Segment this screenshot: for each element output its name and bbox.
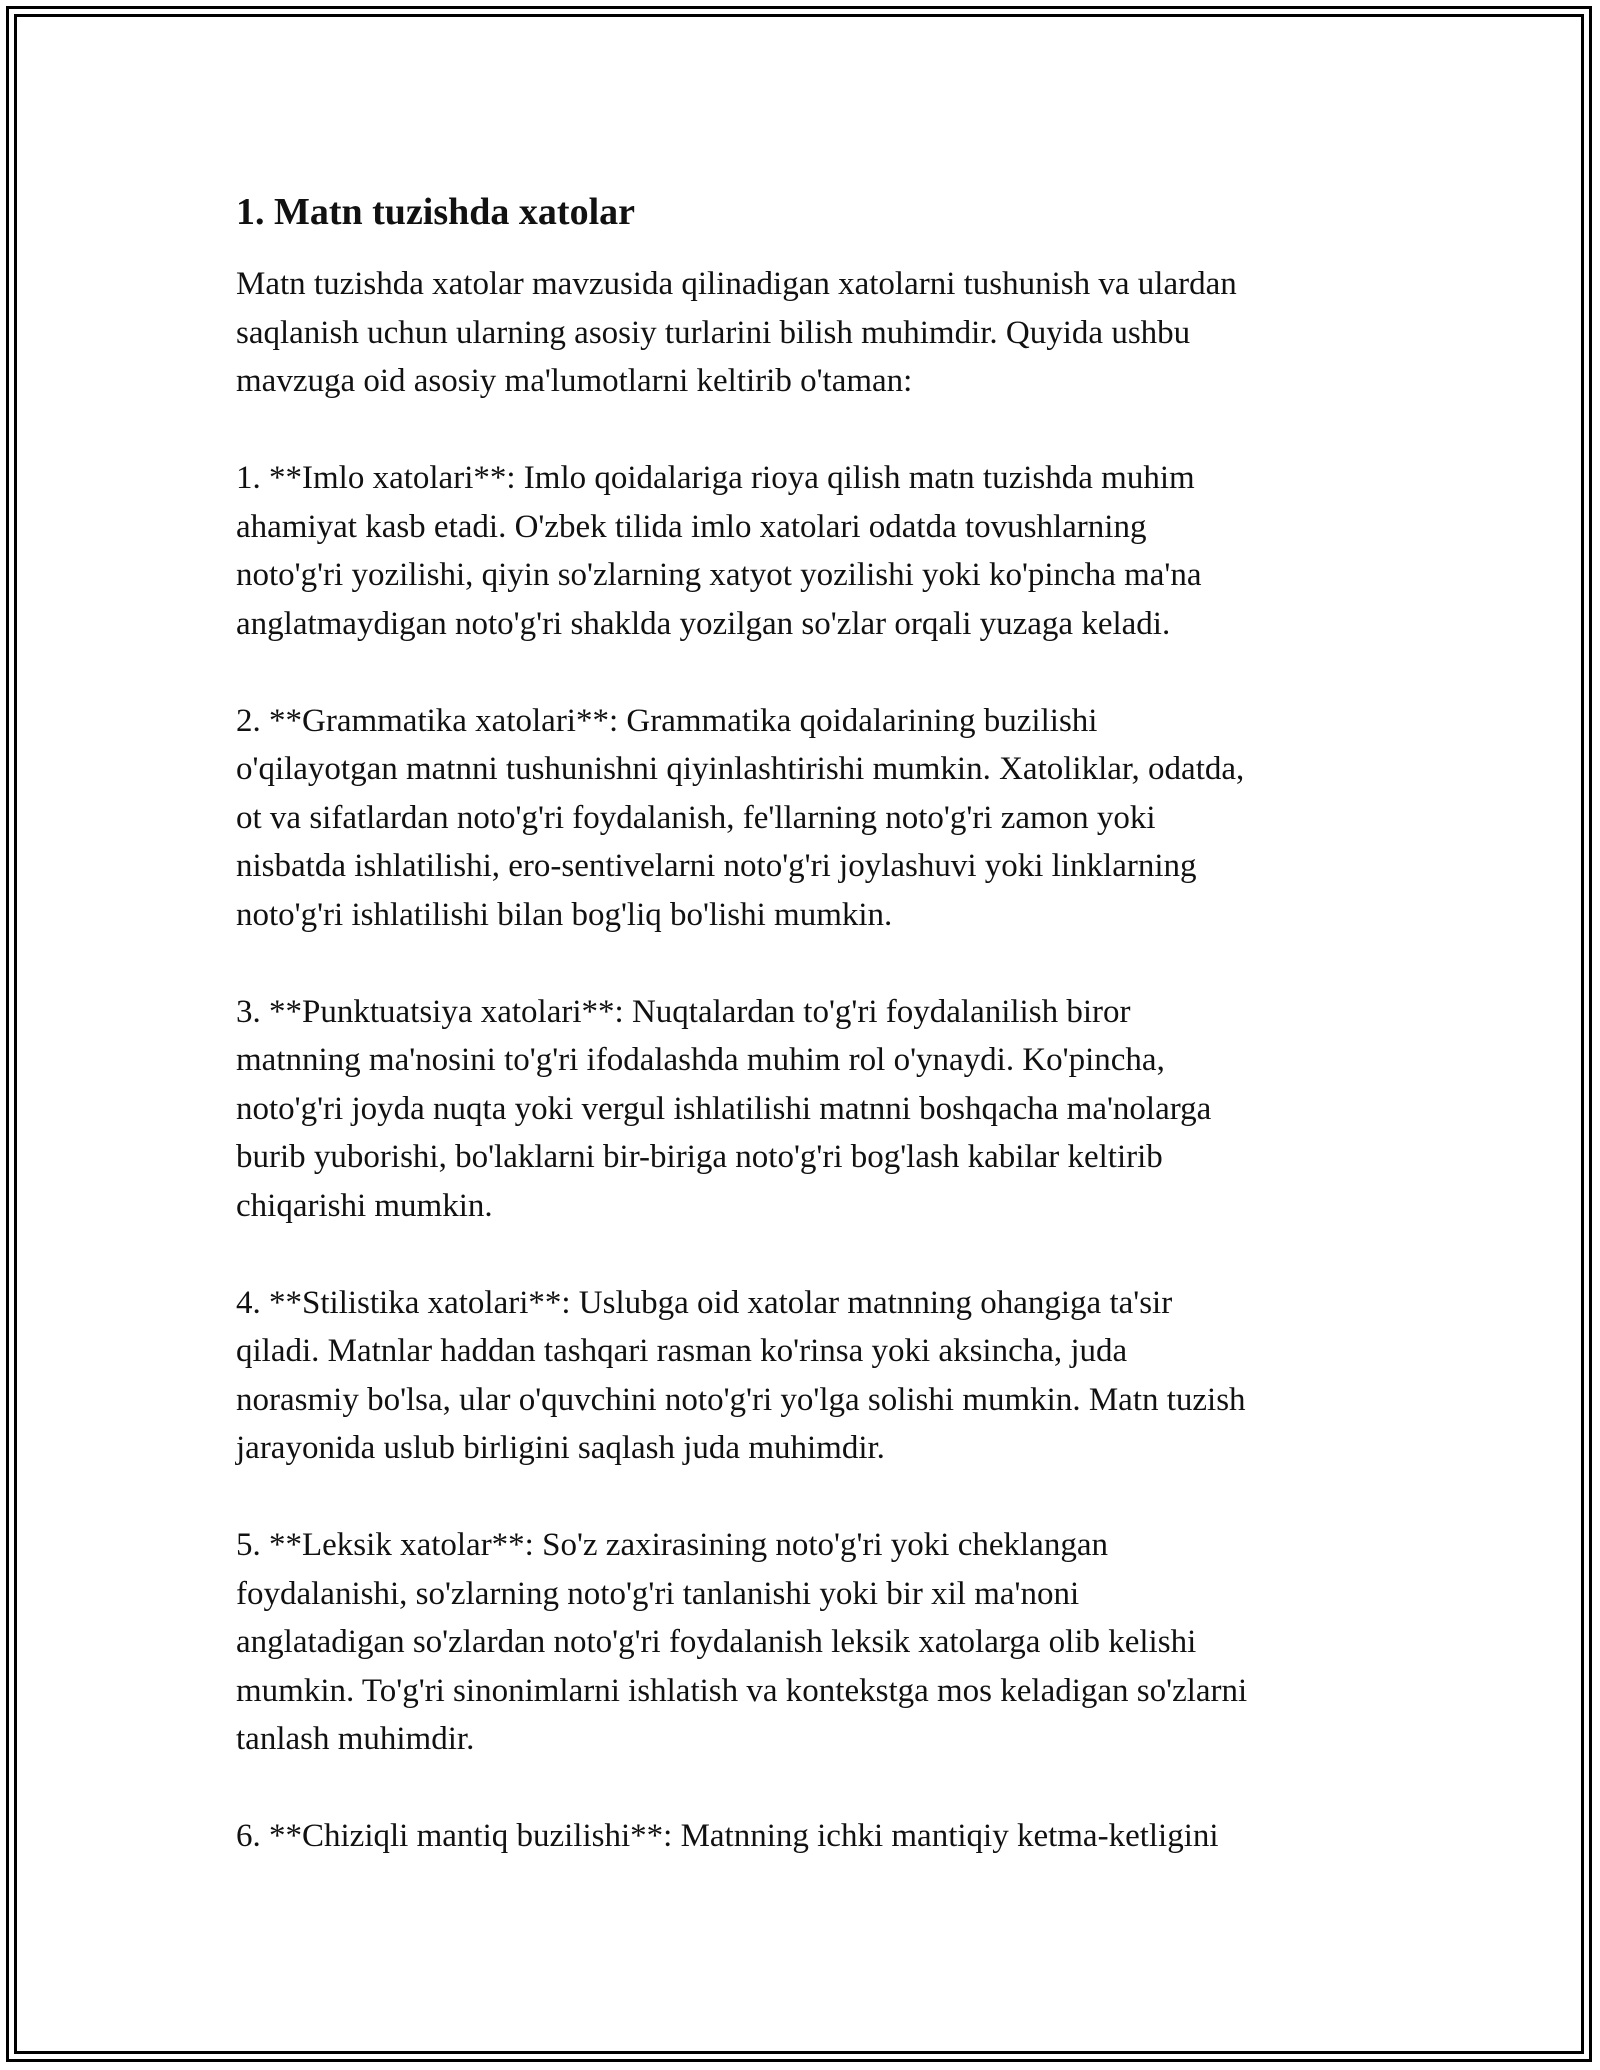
paragraph-stilistika-xatolari: 4. **Stilistika xatolari**: Uslubga oid xatolar matnning ohangiga ta'sir qiladi. Matnlar haddan tashqari rasman ko'rinsa yoki aksincha, juda norasmiy bo'lsa, ular o'quvchini noto'g'ri yo'lga solishi mumkin. Matn tuzish jarayonida uslub birligini saqlash juda muhimdir. (236, 1284, 1246, 1466)
paragraph-chiziqli-mantiq: 6. **Chiziqli mantiq buzilishi**: Matnning ichki mantiqiy ketma-ketligini (236, 1818, 1219, 1854)
document-heading: 1. Matn tuzishda xatolar (236, 191, 635, 233)
intro-paragraph: Matn tuzishda xatolar mavzusida qilinadigan xatolarni tushunish va ulardan saqlanish uchun ularning asosiy turlarini bilish muhimdir. Quyida ushbu mavzuga oid asosiy ma'lumotlarni keltirib o'taman: (236, 266, 1237, 399)
document-body (236, 188, 1376, 1909)
paragraph-grammatika-xatolari: 2. **Grammatika xatolari**: Grammatika qoidalarining buzilishi o'qilayotgan matnni tushunishni qiyinlashtirishi mumkin. Xatoliklar, odatda, ot va sifatlardan noto'g'ri foydalanish, fe'llarning noto'g'ri zamon yoki nisbatda ishlatilishi, ero-sentivelarni noto'g'ri joylashuvi yoki linklarning noto'g'ri ishlatilishi bilan bog'liq bo'lishi mumkin. (236, 702, 1245, 933)
paragraph-leksik-xatolar: 5. **Leksik xatolar**: So'z zaxirasining noto'g'ri yoki cheklangan foydalanishi, so'zlarning noto'g'ri tanlanishi yoki bir xil ma'noni anglatadigan so'zlardan noto'g'ri foydalanish leksik xatolarga olib kelishi mumkin. To'g'ri sinonimlarni ishlatish va kontekstga mos keladigan so'zlarni tanlash muhimdir. (236, 1527, 1248, 1757)
paragraph-imlo-xatolari: 1. **Imlo xatolari**: Imlo qoidalariga rioya qilish matn tuzishda muhim ahamiyat kasb etadi. O'zbek tilida imlo xatolari odatda tovushlarning noto'g'ri yozilishi, qiyin so'zlarning xatyot yozilishi yoki ko'pincha ma'na anglatmaydigan noto'g'ri shaklda yozilgan so'zlar orqali yuzaga keladi. (236, 460, 1202, 642)
paragraph-punktuatsiya-xatolari: 3. **Punktuatsiya xatolari**: Nuqtalardan to'g'ri foydalanilish biror matnning ma'nosini to'g'ri ifodalashda muhim rol o'ynaydi. Ko'pincha, noto'g'ri joyda nuqta yoki vergul ishlatilishi matnni boshqacha ma'nolarga burib yuborishi, bo'laklarni bir-biriga noto'g'ri bog'lash kabilar keltirib chiqarishi mumkin. (236, 993, 1212, 1224)
